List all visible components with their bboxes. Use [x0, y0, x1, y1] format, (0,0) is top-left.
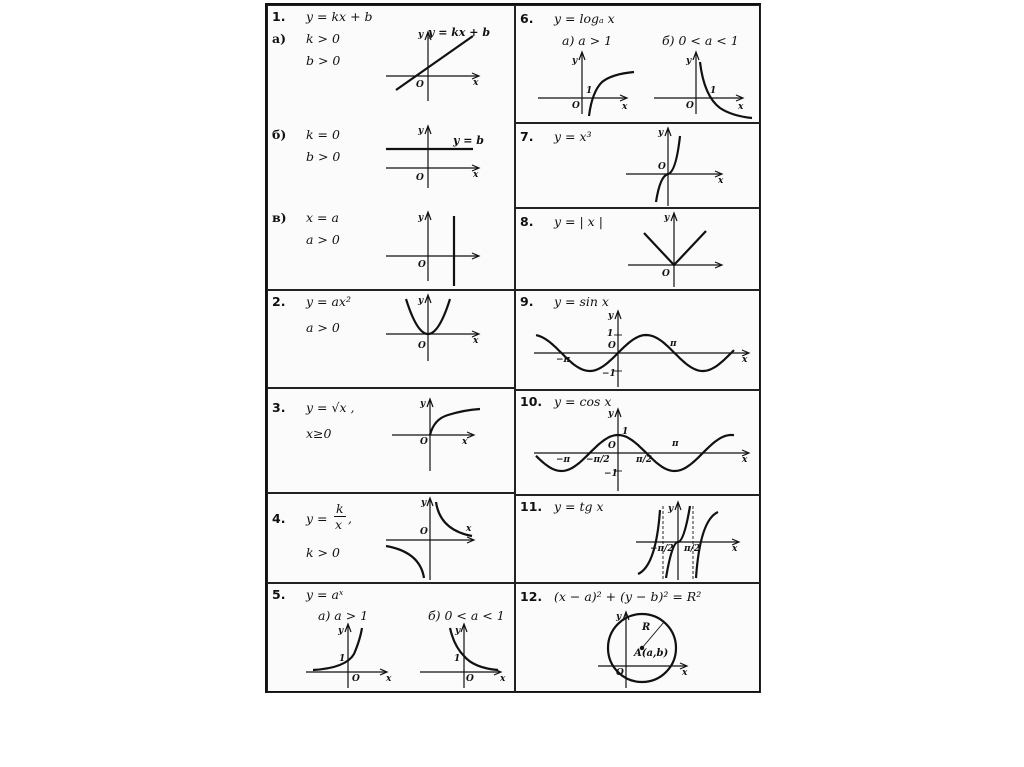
- origin-label: O: [416, 80, 424, 90]
- center-label: A(a,b): [634, 648, 669, 659]
- section-11-tangent: [515, 495, 761, 583]
- section-2-parabola: [267, 290, 515, 388]
- section-10-cosine: [515, 390, 761, 495]
- y-axis-label: y: [608, 311, 614, 321]
- one-label: 1: [586, 86, 593, 96]
- section-number: 9.: [520, 294, 534, 309]
- tick-pi: π: [670, 339, 677, 349]
- y-axis-label: y: [686, 56, 692, 66]
- section-number: 1.: [272, 9, 286, 24]
- condition: a > 0: [306, 320, 340, 335]
- y-axis-label: y: [418, 296, 424, 306]
- case-b: б) 0 < a < 1: [662, 33, 739, 48]
- y-axis-label: y: [658, 128, 664, 138]
- section-9-sine: [515, 290, 761, 390]
- condition: x≥0: [306, 426, 332, 441]
- formula: y = cos x: [554, 394, 612, 409]
- section-5-exponential: [267, 583, 515, 693]
- section-number: 5.: [272, 587, 286, 602]
- one-label: 1: [339, 654, 346, 664]
- section-number: 6.: [520, 11, 534, 26]
- function-graphs-sheet: [265, 3, 761, 693]
- fraction-numerator: k: [336, 501, 344, 516]
- condition: k > 0: [306, 31, 340, 46]
- graph-circle: [516, 584, 761, 693]
- x-axis-label: x: [622, 102, 628, 112]
- case-a: а) a > 1: [318, 608, 369, 623]
- case-letter: а): [272, 31, 287, 46]
- graph-absolute: [516, 209, 761, 290]
- formula: y = sin x: [554, 294, 609, 309]
- y-axis-label: y: [664, 213, 670, 223]
- origin-label: O: [616, 668, 624, 678]
- section-number: 7.: [520, 129, 534, 144]
- section-number: 10.: [520, 394, 543, 409]
- section-3-sqrt: [267, 388, 515, 493]
- tick-minus-pi: −π: [556, 355, 571, 365]
- y-axis-label: y: [418, 126, 424, 136]
- graph-sqrt: [268, 389, 515, 493]
- x-axis-label: x: [738, 102, 744, 112]
- origin-label: O: [416, 173, 424, 183]
- graph-logarithm: [516, 6, 761, 123]
- radius-label: R: [642, 622, 651, 633]
- tick-pi: π: [672, 439, 679, 449]
- x-axis-label: x: [682, 668, 688, 678]
- origin-label: O: [686, 101, 694, 111]
- one-label: 1: [710, 86, 717, 96]
- graph-vertical-line: [268, 6, 515, 290]
- origin-label: O: [608, 341, 616, 351]
- fraction-denominator: x: [335, 517, 343, 532]
- section-number: 3.: [272, 400, 286, 415]
- y-axis-label: y: [418, 30, 424, 40]
- y-axis-label: y: [608, 409, 614, 419]
- y-axis-label: y: [418, 213, 424, 223]
- x-axis-label: x: [718, 176, 724, 186]
- graph-cosine: [516, 391, 761, 495]
- graph-sine: [516, 291, 761, 390]
- condition: x = a: [306, 210, 339, 225]
- origin-label: O: [658, 162, 666, 172]
- formula: y = aˣ: [306, 587, 344, 602]
- condition: b > 0: [306, 53, 341, 68]
- section-8-absolute: [515, 208, 761, 290]
- formula: y = ax²: [306, 294, 351, 309]
- formula-left: y =: [306, 511, 328, 526]
- tick-minus-pi: −π: [556, 455, 571, 465]
- one-label: 1: [454, 654, 461, 664]
- case-letter: в): [272, 210, 287, 225]
- x-axis-label: x: [466, 524, 472, 534]
- section-12-circle: [515, 583, 761, 693]
- origin-label: O: [418, 341, 426, 351]
- graph-label: y = b: [453, 134, 484, 147]
- section-4-hyperbola: [267, 493, 515, 583]
- condition: a > 0: [306, 232, 340, 247]
- x-axis-label: x: [473, 78, 479, 88]
- section-number: 2.: [272, 294, 286, 309]
- formula: (x − a)² + (y − b)² = R²: [554, 589, 702, 604]
- tick-minus-one: −1: [602, 369, 616, 379]
- formula: y = √x ,: [306, 400, 355, 415]
- x-axis-label: x: [500, 674, 506, 684]
- formula: y = tg x: [554, 499, 604, 514]
- origin-label: O: [352, 674, 360, 684]
- formula: y = x³: [554, 129, 592, 144]
- section-6-logarithm: [515, 5, 761, 123]
- y-axis-label: y: [421, 498, 427, 508]
- section-1-linear: [267, 5, 515, 290]
- condition: k = 0: [306, 127, 340, 142]
- y-axis-label: y: [572, 56, 578, 66]
- tick-one: 1: [622, 427, 629, 437]
- y-axis-label: y: [668, 504, 674, 514]
- y-axis-label: y: [616, 612, 622, 622]
- graph-tangent: [516, 496, 761, 583]
- x-axis-label: x: [742, 355, 748, 365]
- origin-label: O: [418, 260, 426, 270]
- x-axis-label: x: [473, 170, 479, 180]
- section-7-cubic: [515, 123, 761, 208]
- y-axis-label: y: [420, 399, 426, 409]
- case-b: б) 0 < a < 1: [428, 608, 505, 623]
- x-axis-label: x: [386, 674, 392, 684]
- graph-exponential: [268, 584, 515, 693]
- case-letter: б): [272, 127, 287, 142]
- formula: y = kx + b: [306, 9, 373, 24]
- formula: y = logₐ x: [554, 11, 615, 26]
- graph-label: y = kx + b: [428, 26, 491, 39]
- tick-minus-half-pi: −π/2: [650, 544, 674, 554]
- case-a: а) a > 1: [562, 33, 613, 48]
- origin-label: O: [608, 441, 616, 451]
- x-axis-label: x: [473, 336, 479, 346]
- origin-label: O: [466, 674, 474, 684]
- section-number: 4.: [272, 511, 286, 526]
- formula-tail: ,: [348, 511, 352, 526]
- graph-hyperbola: [268, 494, 515, 583]
- condition: k > 0: [306, 545, 340, 560]
- tick-minus-half-pi: −π/2: [586, 455, 610, 465]
- condition: b > 0: [306, 149, 341, 164]
- x-axis-label: x: [462, 437, 468, 447]
- tick-one: 1: [607, 329, 614, 339]
- origin-label: O: [420, 437, 428, 447]
- y-axis-label: y: [338, 626, 344, 636]
- formula: y = | x |: [554, 214, 603, 229]
- section-number: 12.: [520, 589, 543, 604]
- origin-label: O: [662, 269, 670, 279]
- y-axis-label: y: [455, 626, 461, 636]
- tick-half-pi: π/2: [684, 544, 701, 554]
- tick-minus-one: −1: [604, 469, 618, 479]
- x-axis-label: x: [732, 544, 738, 554]
- graph-cubic: [516, 124, 761, 208]
- section-number: 11.: [520, 499, 543, 514]
- tick-half-pi: π/2: [636, 455, 653, 465]
- section-number: 8.: [520, 214, 534, 229]
- origin-label: O: [420, 527, 428, 537]
- origin-label: O: [572, 101, 580, 111]
- x-axis-label: x: [742, 455, 748, 465]
